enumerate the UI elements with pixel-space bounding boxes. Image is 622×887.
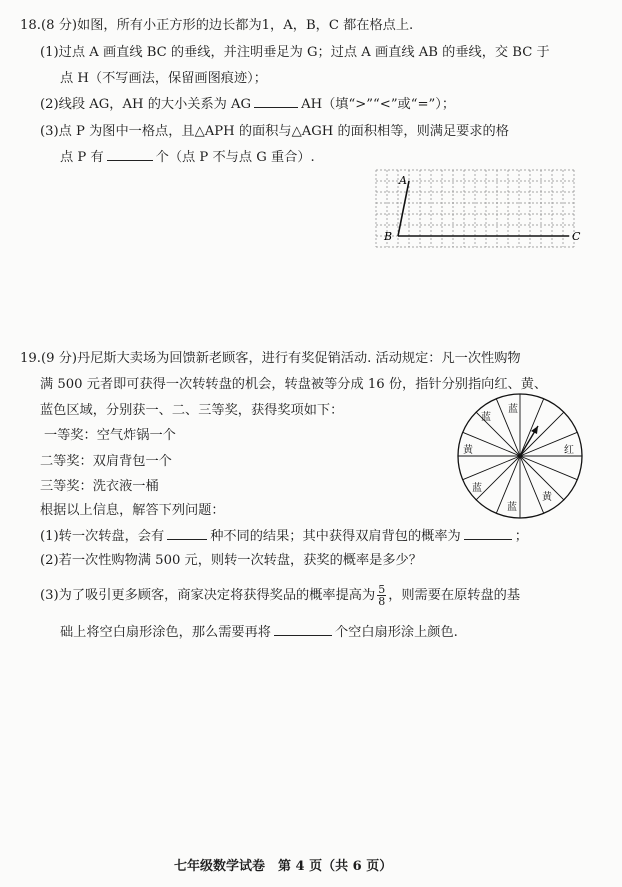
fraction-numerator: 5 (378, 583, 386, 596)
point-b-label: B (384, 230, 393, 243)
q19-part1-middle: 种不同的结果；其中获得双肩背包的概率为 (210, 529, 461, 544)
q19-part3-line2-after: 个空白扇形涂上颜色. (335, 625, 458, 640)
q18-part3-after: 个（点 P 不与点 G 重合）. (155, 150, 315, 165)
sector-label-yellow-2: 黄 (542, 492, 552, 503)
q19-prize-2: 二等奖：双肩背包一个 (40, 454, 172, 469)
q19-part1-before: (1)转一次转盘，会有 (40, 529, 165, 544)
q18-stem: 如图，所有小正方形的边长都为1，A，B，C 都在格点上. (77, 18, 414, 33)
q19-part1-end: ； (514, 529, 528, 544)
q19-part3-line2-before: 础上将空白扇形涂色，那么需要再将 (60, 625, 271, 640)
q19-fraction (377, 584, 386, 607)
sector-label-blue-4: 蓝 (507, 502, 517, 513)
q18-score: (8 分) (40, 18, 78, 33)
page-footer: 七年级数学试卷 第 4 页（共 6 页） (174, 859, 393, 874)
q19-stem-line1 (20, 349, 521, 369)
q19-spinner-wheel (454, 390, 586, 524)
segment-ab (398, 181, 409, 236)
sector-label-yellow-1: 黄 (463, 445, 473, 456)
sector-label-blue-3: 蓝 (472, 483, 482, 494)
q19-part3-line2 (60, 623, 458, 643)
q18-stem-line (20, 16, 413, 36)
q19-instruction: 根据以上信息，解答下列问题： (40, 503, 225, 518)
q19-part3-before: (3)为了吸引更多顾客，商家决定将获得奖品的概率提高为 (40, 588, 376, 603)
q19-prize-3: 三等奖：洗衣液一桶 (40, 479, 159, 494)
q19-part2: (2)若一次性购物满 500 元，则转一次转盘，获奖的概率是多少？ (40, 553, 422, 568)
q18-part3-before: 点 P 有 (60, 150, 104, 165)
q19-prize-1: 一等奖：空气炸锅一个 (44, 428, 176, 443)
sector-label-blue-2: 蓝 (508, 404, 518, 415)
q18-part3-line1: (3)点 P 为图中一格点，且△APH 的面积与△AGH 的面积相等，则满足要求的格 (40, 124, 509, 139)
q18-grid-figure (366, 164, 582, 256)
q18-answer-blank-3[interactable] (107, 148, 153, 161)
q18-part3-line2 (60, 148, 315, 168)
q19-answer-blank-1a[interactable] (167, 527, 207, 540)
point-c-label: C (572, 230, 581, 243)
q19-part3-after: ，则需要在原转盘的基 (388, 588, 521, 603)
q19-answer-blank-1b[interactable] (464, 527, 512, 540)
fraction-denominator: 8 (378, 595, 386, 608)
sector-label-blue-1: 蓝 (481, 412, 491, 423)
q19-stem-line3: 蓝色区域，分别获一、二、三等奖，获得奖项如下： (40, 403, 344, 418)
q18-part2-before: (2)线段 AG，AH 的大小关系为 AG (40, 97, 252, 112)
q18-part2-after: AH（填“>”“<”或“=”）； (301, 97, 456, 112)
q18-answer-blank-2[interactable] (254, 95, 298, 108)
q19-number: 19. (20, 351, 41, 366)
q19-stem-line2: 满 500 元者即可获得一次转转盘的机会，转盘被等分成 16 份，指针分别指向红、黄、 (40, 377, 548, 392)
q18-part2 (40, 95, 455, 115)
q18-number: 18. (20, 18, 41, 33)
q18-part1-line2: 点 H（不写画法，保留画图痕迹）； (60, 71, 267, 86)
q19-stem-1: 丹尼斯大卖场为回馈新老顾客，进行有奖促销活动. 活动规定：凡一次性购物 (77, 351, 521, 366)
point-a-label: A (399, 174, 407, 187)
q19-answer-blank-3[interactable] (274, 623, 332, 636)
q19-score: (9 分) (40, 351, 78, 366)
q19-part3-line1 (40, 584, 520, 607)
q19-part1 (40, 527, 528, 547)
sector-label-red: 红 (564, 445, 574, 456)
q18-part1-line1: (1)过点 A 画直线 BC 的垂线，并注明垂足为 G；过点 A 画直线 AB 的垂线，交 BC 于 (40, 45, 550, 60)
